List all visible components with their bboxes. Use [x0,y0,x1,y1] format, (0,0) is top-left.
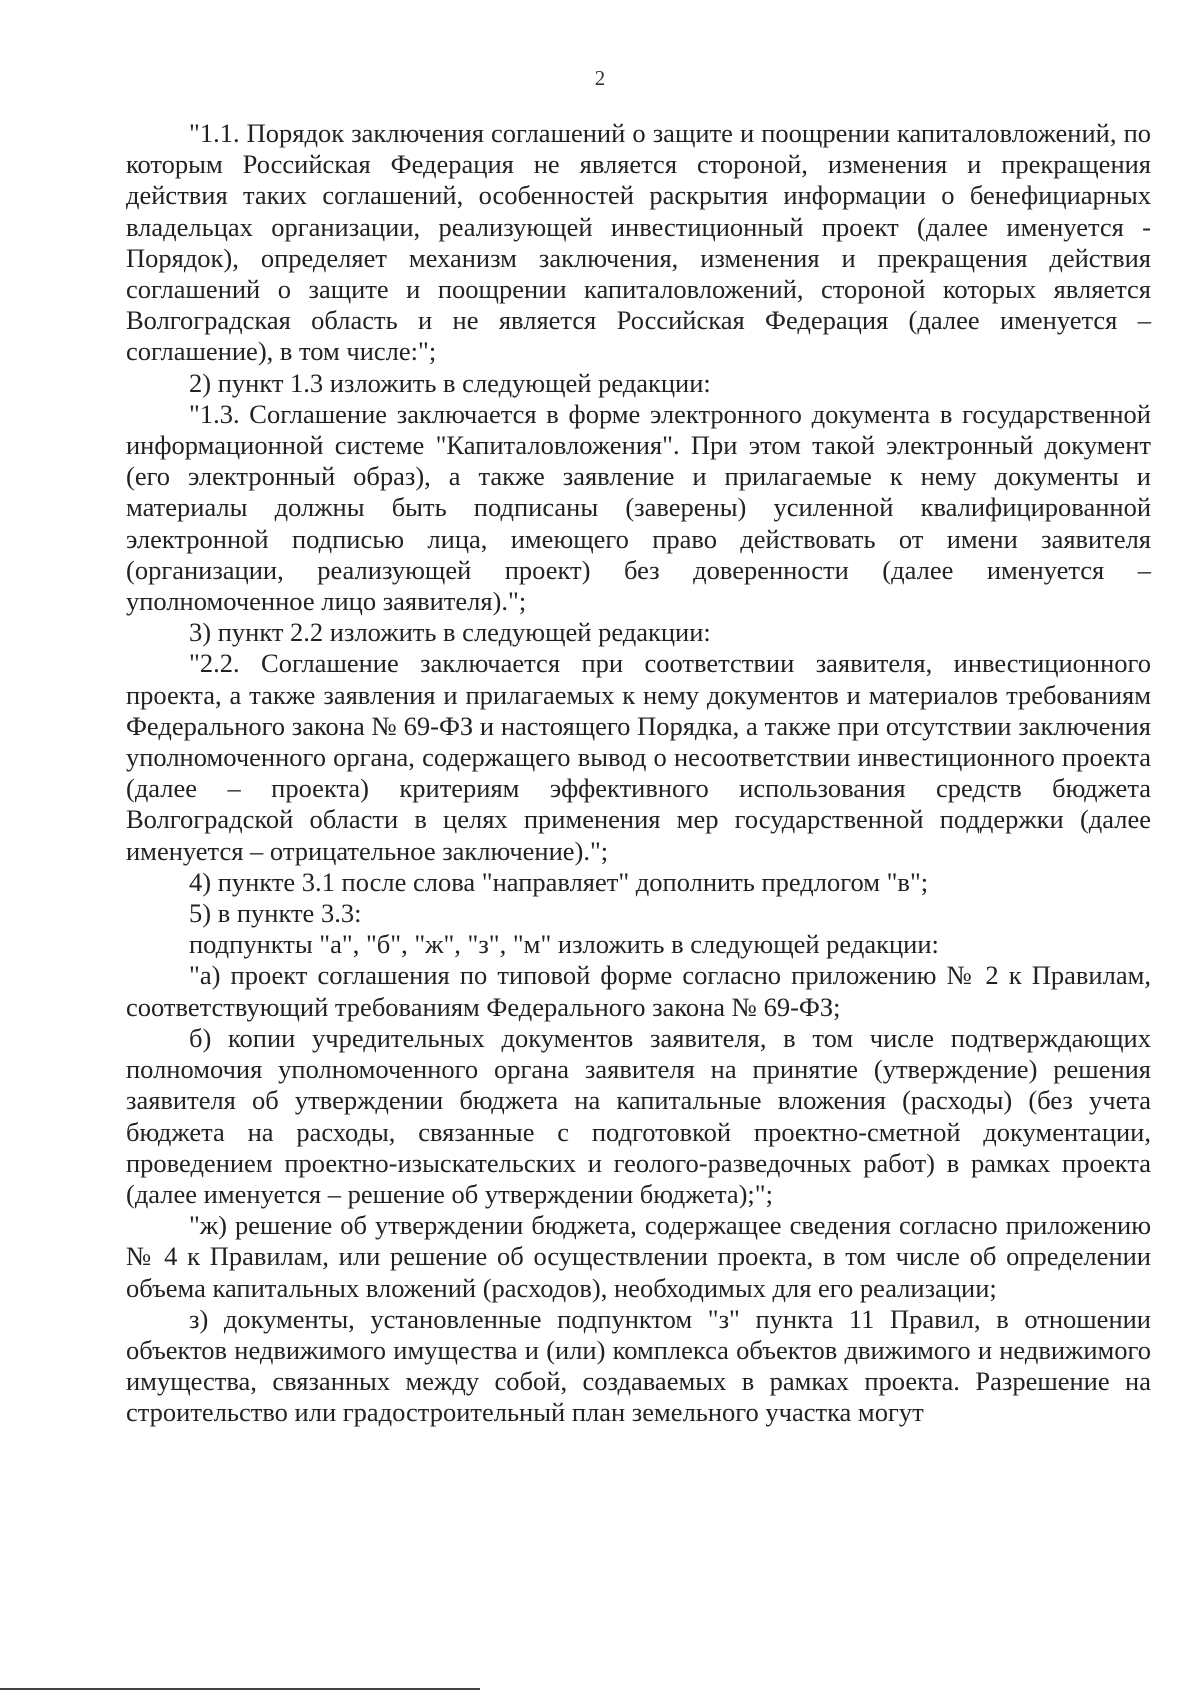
paragraph-item-4: 4) пункте 3.1 после слова "направляет" дополнить предлогом "в"; [189,866,929,897]
paragraph-subitem-zh: "ж) решение об утверждении бюджета, содержащее сведения согласно приложению № 4 к Правилам, или решение об осуществлении проекта, в том числе об определении объема капитальных вложений (расходов), необходимых для его реализации; [126,1210,1151,1303]
paragraph-item-5: 5) в пункте 3.3: [189,898,362,929]
paragraph-subitem-b: б) копии учредительных документов заявителя, в том числе подтверждающих полномочия уполномоченного органа заявителя на принятие (утверждение) решения заявителя об утверждении бюджета на капитальные вложения (расходы) (без учета бюджета на расходы, связанные с подготовкой проектно-сметной документации, проведением проектно-изыскательских и геолого-разведочных работ) в рамках проекта (далее именуется – решение об утверждении бюджета);"; [126,1022,1151,1209]
paragraph-1-3: "1.3. Соглашение заключается в форме электронного документа в государственной информационной системе "Капиталовложения". При этом такой электронный документ (его электронный образ), а также заявление и прилагаемые к нему документы и материалы должны быть подписаны (заверены) усиленной квалифицированной электронной подписью лица, имеющего право действовать от имени заявителя (организации, реализующей проект) без доверенности (далее именуется – уполномоченное лицо заявителя)."; [126,398,1151,617]
paragraph-item-2: 2) пункт 1.3 изложить в следующей редакции: [189,367,711,398]
document-body [126,118,1151,1429]
scan-edge-line [0,1688,480,1690]
paragraph-1-1: "1.1. Порядок заключения соглашений о защите и поощрении капиталовложений, по которым Российская Федерация не является стороной, изменения и прекращения действия таких соглашений, особенностей раскрытия информации о бенефициарных владельцах организации, реализующей инвестиционный проект (далее именуется - Порядок), определяет механизм заключения, изменения и прекращения действия соглашений о защите и поощрении капиталовложений, стороной которых является Волгоградская область и не является Российская Федерация (далее именуется – соглашение), в том числе:"; [126,118,1151,367]
paragraph-subitems-intro: подпункты "а", "б", "ж", "з", "м" изложить в следующей редакции: [189,929,939,960]
page-number: 2 [594,66,606,90]
paragraph-subitem-a: "а) проект соглашения по типовой форме согласно приложению № 2 к Правилам, соответствующий требованиям Федерального закона № 69-ФЗ; [126,960,1151,1022]
paragraph-item-3: 3) пункт 2.2 изложить в следующей редакции: [189,617,711,648]
paragraph-subitem-z: з) документы, установленные подпунктом "з" пункта 11 Правил, в отношении объектов недвижимого имущества и (или) комплекса объектов движимого и недвижимого имущества, связанных между собой, создаваемых в рамках проекта. Разрешение на строительство или градостроительный план земельного участка могут [126,1303,1151,1428]
paragraph-2-2: "2.2. Соглашение заключается при соответствии заявителя, инвестиционного проекта, а также заявления и прилагаемых к нему документов и материалов требованиям Федерального закона № 69-ФЗ и настоящего Порядка, а также при отсутствии заключения уполномоченного органа, содержащего вывод о несоответствии инвестиционного проекта (далее – проекта) критериям эффективного использования средств бюджета Волгоградской области в целях применения мер государственной поддержки (далее именуется – отрицательное заключение)."; [126,648,1151,866]
